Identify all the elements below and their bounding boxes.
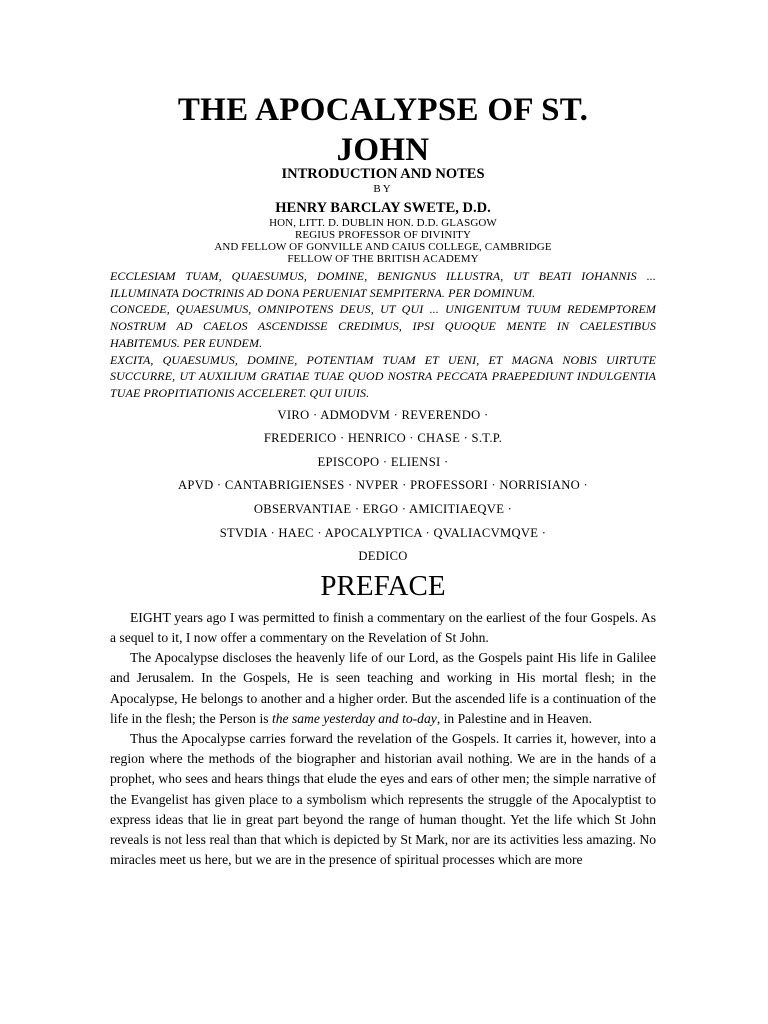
preface-paragraph [110,648,656,729]
dedication-line: FREDERICO · HENRICO · CHASE · S.T.P. [263,431,503,446]
latin-prayer: CONCEDE, QUAESUMUS, OMNIPOTENS DEUS, UT QUI ... UNIGENITUM TUUM REDEMPTOREM NOSTRUM AD CAELOS ASCENDISSE CREDIMUS, IPSI QUOQUE MENTE IN CAELESTIBUS HABITEMUS. PER EUNDEM. [110,302,656,350]
dedication-line: DEDICO [358,549,408,564]
dedication-line: STVDIA · HAEC · APOCALYPTICA · QVALIACVMQVE · [219,525,547,540]
by-line: BY [373,183,393,195]
preface-paragraph: EIGHT years ago I was permitted to finish a commentary on the earliest of the four Gospels. As a sequel to it, I now offer a commentary on the Revelation of St John. [110,609,656,645]
dedication-line: VIRO · ADMODVM · REVERENDO · [277,407,489,422]
dedication-line: OBSERVANTIAE · ERGO · AMICITIAEQVE · [253,502,513,516]
latin-prayer: ECCLESIAM TUAM, QUAESUMUS, DOMINE, BENIGNUS ILLUSTRA, UT BEATI IOHANNIS ... ILLUMINATA DOCTRINIS AD DONA PERUENIAT SEMPITERNA. PER DOMINUM. [110,269,656,300]
dedication-line: APVD · CANTABRIGIENSES · NVPER · PROFESSORI · NORRISIANO · [178,478,588,493]
book-title [110,0,656,170]
credential-line: HON, LITT. D. DUBLIN HON. D.D. GLASGOW [269,217,497,229]
credential-line: AND FELLOW OF GONVILLE AND CAIUS COLLEGE, CAMBRIDGE [214,241,552,253]
credential-line: REGIUS PROFESSOR OF DIVINITY [294,229,472,241]
preface-text: The Apocalypse discloses the heavenly life of our Lord, as the Gospels paint His life in Galilee and Jerusalem. In the Gospels, He is seen teaching and working in His mortal flesh; in the Apocalypse, He belongs to another and a higher order. But the ascended life is a continuation of the life in the flesh; the Person is [110,650,656,726]
latin-prayers [110,268,656,402]
preface-body [110,608,656,871]
author-credentials [110,217,656,265]
preface-paragraph: Thus the Apocalypse carries forward the revelation of the Gospels. It carries it, however, into a region where the methods of the biographer and historian avail nothing. We are in the hands of a prophet, who sees and hears things that elude the eyes and ears of other men; the simple narrative of the Evangelist has given place to a symbolism which represents the struggle of the Apocalyptist to express ideas that lie in great part beyond the range of human thought. Yet the life which St John reveals is not less real than that which is depicted by St Mark, nor are its activities less amazing. No miracles meet us here, but we are in the presence of spiritual processes which are more [110,731,656,868]
title-line: THE APOCALYPSE OF ST. [177,92,589,128]
title-line: JOHN [336,132,430,168]
preface-italic-phrase: the same yesterday and to-day [271,710,437,726]
credential-line: FELLOW OF THE BRITISH ACADEMY [287,253,479,265]
preface-heading: PREFACE [320,569,446,602]
dedication-line: EPISCOPO · ELIENSI · [317,454,449,469]
author-name: HENRY BARCLAY SWETE, D.D. [275,200,491,216]
preface-text: , in Palestine and in Heaven. [436,710,592,726]
subtitle: INTRODUCTION AND NOTES [281,166,485,182]
dedication [110,404,656,569]
latin-prayer: EXCITA, QUAESUMUS, DOMINE, POTENTIAM TUAM ET UENI, ET MAGNA NOBIS UIRTUTE SUCCURRE, UT AUXILIUM GRATIAE TUAE QUOD NOSTRA PECCATA PRAEPEDIUNT INDULGENTIA TUAE PROPITIATIONIS ACCELERET. QUI UIUIS. [110,352,656,400]
